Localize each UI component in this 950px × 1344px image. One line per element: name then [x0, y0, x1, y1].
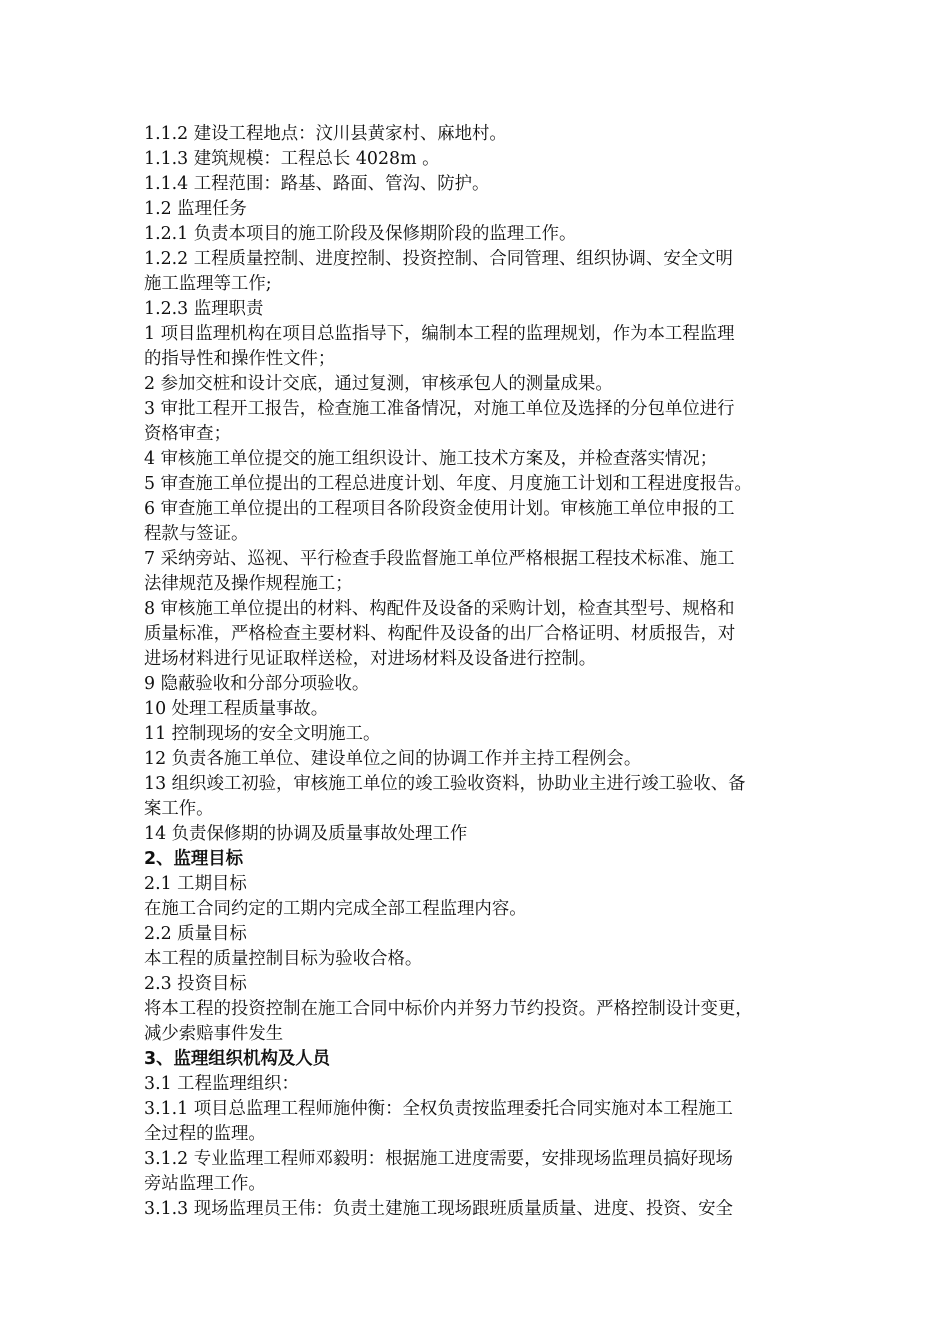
text-line: 3.1 工程监理组织：	[144, 1074, 299, 1094]
text-line: 资格审查；	[144, 424, 231, 444]
text-line: 案工作。	[144, 799, 214, 819]
text-line: 3.1.3 现场监理员王伟：负责土建施工现场跟班质量质量、进度、投资、安全	[144, 1199, 733, 1219]
text-line: 11 控制现场的安全文明施工。	[144, 724, 381, 744]
text-line: 12 负责各施工单位、建设单位之间的协调工作并主持工程例会。	[144, 749, 642, 769]
text-line: 3 审批工程开工报告，检查施工准备情况，对施工单位及选择的分包单位进行	[144, 399, 735, 419]
text-line: 1.2 监理任务	[144, 199, 247, 219]
text-line: 1.1.4 工程范围：路基、路面、管沟、防护。	[144, 174, 490, 194]
text-line: 1.2.3 监理职责	[144, 299, 264, 319]
section-heading: 3、监理组织机构及人员	[144, 1049, 331, 1069]
text-line: 质量标准，严格检查主要材料、构配件及设备的出厂合格证明、材质报告，对	[144, 624, 736, 644]
text-line: 5 审查施工单位提出的工程总进度计划、年度、月度施工计划和工程进度报告。	[144, 474, 752, 494]
text-line: 1.2.1 负责本项目的施工阶段及保修期阶段的监理工作。	[144, 224, 577, 244]
text-line: 进场材料进行见证取样送检，对进场材料及设备进行控制。	[144, 649, 597, 669]
text-line: 7 采纳旁站、巡视、平行检查手段监督施工单位严格根据工程技术标准、施工	[144, 549, 735, 569]
text-line: 2.2 质量目标	[144, 924, 247, 944]
text-line: 全过程的监理。	[144, 1124, 266, 1144]
text-line: 施工监理等工作;	[144, 274, 272, 294]
text-line: 1.1.2 建设工程地点：汶川县黄家村、麻地村。	[144, 124, 507, 144]
text-line: 8 审核施工单位提出的材料、构配件及设备的采购计划，检查其型号、规格和	[144, 599, 735, 619]
text-line: 3.1.2 专业监理工程师邓毅明：根据施工进度需要，安排现场监理员搞好现场	[144, 1149, 733, 1169]
text-line: 将本工程的投资控制在施工合同中标价内并努力节约投资。严格控制设计变更，	[144, 999, 753, 1019]
text-line: 程款与签证。	[144, 524, 249, 544]
text-line: 减少索赔事件发生	[144, 1024, 284, 1044]
text-line: 在施工合同约定的工期内完成全部工程监理内容。	[144, 899, 527, 919]
text-line: 2.1 工期目标	[144, 874, 247, 894]
text-line: 10 处理工程质量事故。	[144, 699, 329, 719]
text-line: 1 项目监理机构在项目总监指导下，编制本工程的监理规划，作为本工程监理	[144, 324, 735, 344]
text-line: 9 隐蔽验收和分部分项验收。	[144, 674, 370, 694]
section-heading: 2、监理目标	[144, 849, 244, 869]
text-line: 2.3 投资目标	[144, 974, 247, 994]
text-line: 2 参加交桩和设计交底，通过复测，审核承包人的测量成果。	[144, 374, 613, 394]
text-line: 3.1.1 项目总监理工程师施仲衡：全权负责按监理委托合同实施对本工程施工	[144, 1099, 733, 1119]
text-line: 1.2.2 工程质量控制、进度控制、投资控制、合同管理、组织协调、安全文明	[144, 249, 733, 269]
text-line: 法律规范及操作规程施工；	[144, 574, 353, 594]
text-line: 4 审核施工单位提交的施工组织设计、施工技术方案及，并检查落实情况；	[144, 449, 718, 469]
text-line: 13 组织竣工初验，审核施工单位的竣工验收资料，协助业主进行竣工验收、备	[144, 774, 746, 794]
text-line: 本工程的质量控制目标为验收合格。	[144, 949, 423, 969]
text-line: 14 负责保修期的协调及质量事故处理工作	[144, 824, 468, 844]
document-page	[144, 122, 824, 1222]
text-line: 6 审查施工单位提出的工程项目各阶段资金使用计划。审核施工单位申报的工	[144, 499, 735, 519]
text-line: 旁站监理工作。	[144, 1174, 266, 1194]
text-line: 1.1.3 建筑规模：工程总长 4028m 。	[144, 149, 440, 169]
text-line: 的指导性和操作性文件；	[144, 349, 336, 369]
